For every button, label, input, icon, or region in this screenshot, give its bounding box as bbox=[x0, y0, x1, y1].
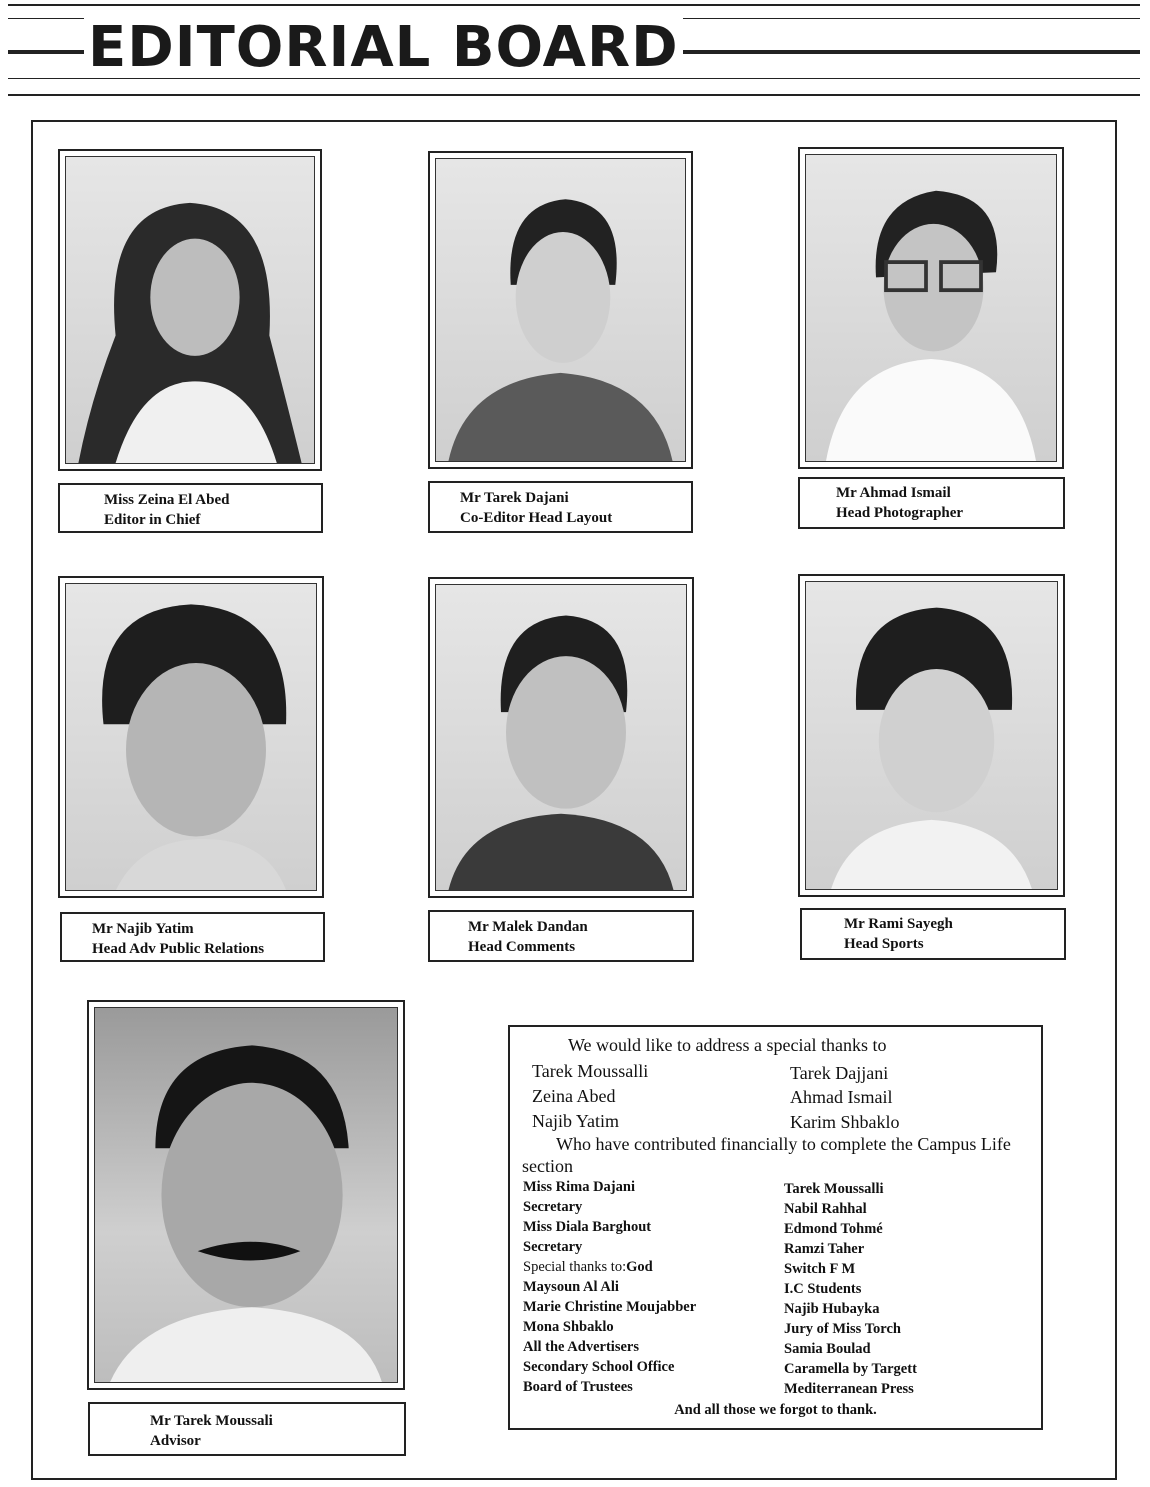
member-name: Mr Najib Yatim bbox=[92, 921, 194, 937]
member-role: Head Photographer bbox=[836, 505, 964, 521]
thanks-contributed: Who have contributed financially to complete the Campus Life section bbox=[522, 1134, 1011, 1176]
thanks-item: Tarek Moussalli bbox=[784, 1181, 884, 1197]
thanks-item: Nabil Rahhal bbox=[784, 1201, 867, 1217]
photo-public-relations bbox=[58, 576, 324, 898]
photo-editor-in-chief bbox=[58, 149, 322, 471]
member-role: Editor in Chief bbox=[104, 512, 201, 528]
thanks-item: Switch F M bbox=[784, 1261, 856, 1277]
caption-advisor bbox=[88, 1402, 406, 1456]
donor-name: Zeina Abed bbox=[532, 1086, 616, 1106]
caption-co-editor bbox=[428, 481, 693, 533]
thanks-item: Board of Trustees bbox=[523, 1379, 633, 1395]
thanks-item: Secondary School Office bbox=[523, 1359, 675, 1375]
member-role: Head Comments bbox=[468, 939, 576, 955]
photo-head-photographer bbox=[798, 147, 1064, 469]
caption-editor-in-chief bbox=[58, 483, 323, 533]
photo-advisor bbox=[87, 1000, 405, 1390]
donor-name: Najib Yatim bbox=[532, 1111, 620, 1131]
member-name: Mr Malek Dandan bbox=[468, 919, 588, 935]
thanks-item: All the Advertisers bbox=[523, 1339, 639, 1355]
header-rule-top bbox=[8, 4, 1140, 6]
thanks-intro: We would like to address a special thanks to bbox=[568, 1035, 887, 1055]
portrait-placeholder bbox=[436, 585, 686, 890]
thanks-item: Miss Diala Barghout bbox=[523, 1219, 652, 1235]
member-name: Mr Rami Sayegh bbox=[844, 916, 953, 932]
donor-name: Ahmad Ismail bbox=[790, 1087, 893, 1107]
thanks-item: Samia Boulad bbox=[784, 1341, 871, 1357]
portrait-placeholder bbox=[806, 582, 1057, 889]
member-role: Head Sports bbox=[844, 936, 924, 952]
thanks-item bbox=[523, 1257, 696, 1277]
member-name: Mr Tarek Moussali bbox=[150, 1413, 273, 1429]
member-role: Head Adv Public Relations bbox=[92, 941, 265, 957]
special-thanks-label: Special thanks to: bbox=[523, 1259, 627, 1275]
member-role: Co-Editor Head Layout bbox=[460, 510, 613, 526]
caption-public-relations bbox=[60, 912, 325, 962]
portrait-placeholder bbox=[436, 159, 685, 461]
thanks-item: Maysoun Al Ali bbox=[523, 1279, 619, 1295]
donor-name: Tarek Moussalli bbox=[532, 1061, 649, 1081]
thanks-item: Ramzi Taher bbox=[784, 1241, 865, 1257]
donor-name: Karim Shbaklo bbox=[790, 1112, 900, 1132]
thanks-item: Mediterranean Press bbox=[784, 1381, 914, 1397]
portrait-placeholder bbox=[95, 1008, 397, 1382]
member-role: Advisor bbox=[150, 1433, 201, 1449]
thanks-item: Najib Hubayka bbox=[784, 1301, 880, 1317]
photo-co-editor bbox=[428, 151, 693, 469]
thanks-item: Caramella by Targett bbox=[784, 1361, 917, 1377]
photo-head-sports bbox=[798, 574, 1065, 897]
donor-name: Tarek Dajjani bbox=[790, 1063, 889, 1083]
member-name: Miss Zeina El Abed bbox=[104, 492, 230, 508]
photo-head-comments bbox=[428, 577, 694, 898]
caption-head-comments bbox=[428, 910, 694, 962]
header-rule-4 bbox=[8, 94, 1140, 96]
thanks-item: Secretary bbox=[523, 1199, 583, 1215]
page-title: EDITORIAL BOARD bbox=[84, 18, 683, 78]
portrait-placeholder bbox=[66, 157, 314, 463]
thanks-closing: And all those we forgot to thank. bbox=[674, 1402, 877, 1418]
thanks-box bbox=[508, 1025, 1043, 1430]
portrait-placeholder bbox=[806, 155, 1056, 461]
member-name: Mr Ahmad Ismail bbox=[836, 485, 951, 501]
thanks-left-column bbox=[523, 1177, 696, 1397]
thanks-item: Miss Rima Dajani bbox=[523, 1179, 635, 1195]
portrait-placeholder bbox=[66, 584, 316, 890]
thanks-item: Jury of Miss Torch bbox=[784, 1321, 901, 1337]
special-thanks-value: God bbox=[626, 1259, 653, 1275]
thanks-item: Marie Christine Moujabber bbox=[523, 1299, 697, 1315]
thanks-item: Edmond Tohmé bbox=[784, 1221, 883, 1237]
caption-head-photographer bbox=[798, 477, 1065, 529]
thanks-item: I.C Students bbox=[784, 1281, 862, 1297]
thanks-right-column bbox=[784, 1179, 917, 1399]
caption-head-sports bbox=[800, 908, 1066, 960]
thanks-item: Secretary bbox=[523, 1239, 583, 1255]
member-name: Mr Tarek Dajani bbox=[460, 490, 569, 506]
thanks-item: Mona Shbaklo bbox=[523, 1319, 614, 1335]
